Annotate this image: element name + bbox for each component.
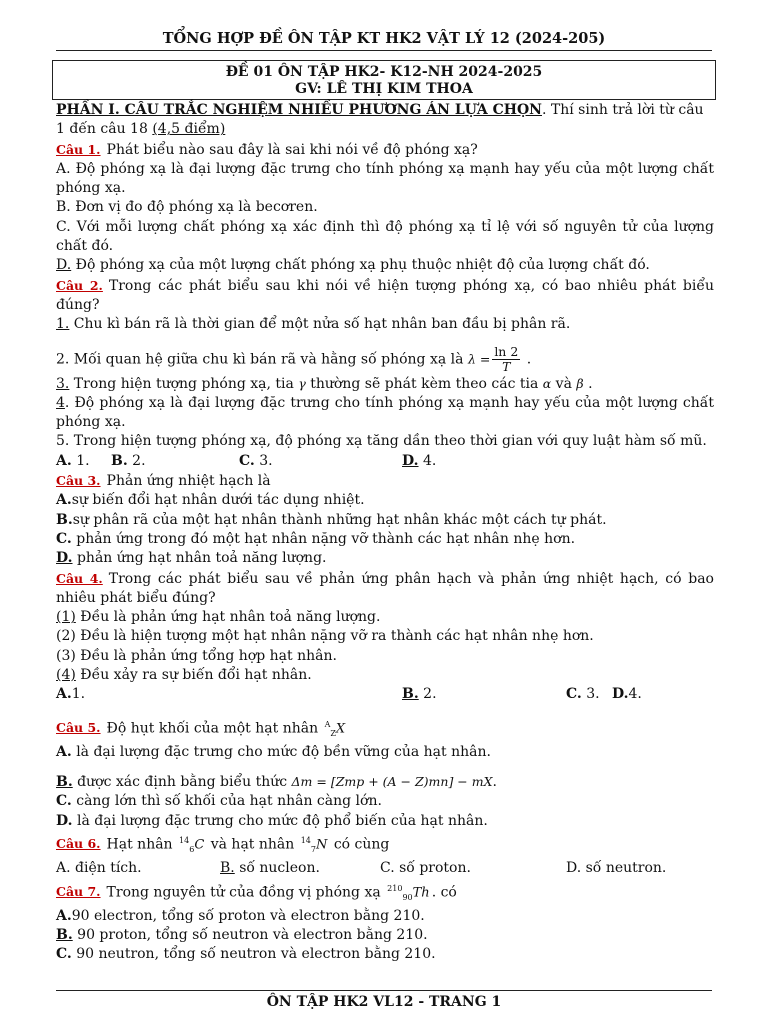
page-header-title: TỔNG HỢP ĐỀ ÔN TẬP KT HK2 VẬT LÝ 12 (2024-205) bbox=[162, 30, 606, 47]
statement: (2) Đều là hiện tượng một hạt nhân nặng vỡ ra thành các hạt nhân nhẹ hơn. bbox=[56, 628, 594, 645]
question-label: Câu 7. bbox=[56, 883, 101, 899]
question-2: Câu 2. Trong các phát biểu sau khi nói về hiện tượng phóng xạ, có bao nhiêu phát biểu đúng? bbox=[56, 277, 714, 313]
statement: 1. Chu kì bán rã là thời gian để một nửa số hạt nhân ban đầu bị phân rã. bbox=[56, 316, 571, 333]
option-b: B. 2. bbox=[402, 686, 437, 703]
exam-content bbox=[56, 101, 714, 965]
answer-option: D. Độ phóng xạ của một lượng chất phóng xạ phụ thuộc nhiệt độ của lượng chất đó. bbox=[56, 257, 650, 274]
gamma-symbol: γ bbox=[298, 375, 306, 391]
question-label: Câu 3. bbox=[56, 473, 101, 489]
question-label: Câu 1. bbox=[56, 141, 101, 157]
answer-option: A. Độ phóng xạ là đại lượng đặc trưng cho tính phóng xạ mạnh hay yếu của một lượng chất phóng xạ. bbox=[56, 160, 714, 197]
option-a: A. điện tích. bbox=[56, 860, 142, 877]
option-d: D.4. bbox=[612, 686, 642, 703]
question-label: Câu 4. bbox=[56, 570, 103, 586]
header-divider bbox=[56, 50, 712, 51]
statement: (4) Đều xảy ra sự biến đổi hạt nhân. bbox=[56, 667, 312, 684]
option-b: B. số nucleon. bbox=[220, 860, 320, 877]
option-b: B. 2. bbox=[111, 452, 146, 469]
statement: 3. Trong hiện tượng phóng xạ, tia γ thường sẽ phát kèm theo các tia α và β . bbox=[56, 375, 593, 392]
question-label: Câu 5. bbox=[56, 719, 101, 735]
beta-symbol: β bbox=[576, 375, 584, 391]
part1-title: PHẦN I. CÂU TRẮC NGHIỆM NHIỀU PHƯƠNG ÁN LỰA CHỌN bbox=[56, 102, 542, 118]
teacher-name: GV: LÊ THỊ KIM THOA bbox=[295, 81, 473, 97]
answer-option: B. 90 proton, tổng số neutron và electron bằng 210. bbox=[56, 927, 428, 944]
question-5: Câu 5. Độ hụt khối của một hạt nhân $^A_Z$X bbox=[56, 705, 714, 743]
answer-option: A. là đại lượng đặc trưng cho mức độ bền vững của hạt nhân. bbox=[56, 743, 491, 760]
statement: 4. Độ phóng xạ là đại lượng đặc trưng cho tính phóng xạ mạnh hay yếu của một lượng chất phóng xạ. bbox=[56, 394, 714, 431]
answer-option: C. phản ứng trong đó một hạt nhân nặng vỡ thành các hạt nhân nhẹ hơn. bbox=[56, 530, 576, 547]
answer-options-row bbox=[56, 685, 714, 704]
option-c: C. 3. bbox=[239, 452, 273, 469]
option-a: A.1. bbox=[56, 686, 86, 703]
answer-options-row bbox=[56, 859, 714, 878]
mass-defect-formula: Δm = [Zmp + (A − Z)mn] − mX bbox=[291, 774, 493, 790]
question-6: Câu 6. Hạt nhân $^{14}_6$C và hạt nhân $^{14}_7$N có cùng bbox=[56, 831, 714, 859]
answer-option: D. là đại lượng đặc trưng cho mức độ phổ biến của hạt nhân. bbox=[56, 812, 488, 829]
carbon-14-symbol: $^{14}_6$C bbox=[179, 836, 205, 854]
answer-option: C. 90 neutron, tổng số neutron và electron bằng 210. bbox=[56, 946, 436, 963]
option-d: D. 4. bbox=[402, 452, 437, 469]
question-7: Câu 7. Trong nguyên tử của đồng vị phóng xạ $^{210}_{90}$Th . có bbox=[56, 879, 714, 907]
question-4: Câu 4. Trong các phát biểu sau về phản ứng phân hạch và phản ứng nhiệt hạch, có bao nhiêu phát biểu đúng? bbox=[56, 570, 714, 606]
alpha-symbol: α bbox=[542, 375, 552, 391]
question-1: Câu 1. Phát biểu nào sau đây là sai khi nói về độ phóng xạ? bbox=[56, 141, 478, 158]
lambda-symbol: λ = bbox=[467, 351, 491, 367]
part1-heading: PHẦN I. CÂU TRẮC NGHIỆM NHIỀU PHƯƠNG ÁN LỰA CHỌN. Thí sinh trả lời từ câu 1 đến câu 18 (4,5 điểm) bbox=[56, 102, 704, 138]
nitrogen-14-symbol: $^{14}_7$N bbox=[300, 836, 328, 854]
option-c: C. 3. bbox=[566, 686, 600, 703]
half-life-formula: $\frac{\ln 2}{T}$ bbox=[494, 343, 519, 374]
option-c: C. số proton. bbox=[380, 860, 471, 877]
option-d: D. số neutron. bbox=[566, 860, 667, 877]
question-label: Câu 2. bbox=[56, 277, 103, 293]
page-footer: ÔN TẬP HK2 VL12 - TRANG 1 bbox=[266, 994, 502, 1010]
option-a: A. 1. bbox=[56, 452, 90, 469]
answer-option: C. càng lớn thì số khối của hạt nhân càng lớn. bbox=[56, 793, 382, 810]
statement: (1) Đều là phản ứng hạt nhân toả năng lượng. bbox=[56, 609, 381, 626]
question-3: Câu 3. Phản ứng nhiệt hạch là bbox=[56, 473, 271, 490]
answer-option: D. phản ứng hạt nhân toả năng lượng. bbox=[56, 550, 327, 567]
statement: 2. Mối quan hệ giữa chu kì bán rã và hằng số phóng xạ là λ = $\frac{\ln 2}{T}$ . bbox=[56, 343, 532, 374]
statement: (3) Đều là phản ứng tổng hợp hạt nhân. bbox=[56, 647, 337, 664]
nucleus-x-symbol: $^A_Z$X bbox=[324, 719, 346, 738]
thorium-210-symbol: $^{210}_{90}$Th bbox=[387, 883, 430, 902]
answer-option: C. Với mỗi lượng chất phóng xạ xác định thì độ phóng xạ tỉ lệ với số nguyên tử của lượng chất đó. bbox=[56, 218, 714, 255]
part1-points: (4,5 điểm) bbox=[152, 121, 226, 138]
exam-title-box bbox=[52, 60, 716, 100]
answer-option: A.90 electron, tổng số proton và electron bằng 210. bbox=[56, 907, 425, 924]
answer-option: B.sự phân rã của một hạt nhân thành những hạt nhân khác một cách tự phát. bbox=[56, 511, 607, 528]
footer-divider bbox=[56, 990, 712, 991]
statement: 5. Trong hiện tượng phóng xạ, độ phóng xạ tăng dần theo thời gian với quy luật hàm số mũ. bbox=[56, 433, 707, 450]
answer-option: B. Đơn vị đo độ phóng xạ là becơren. bbox=[56, 199, 318, 216]
answer-option: A.sự biến đổi hạt nhân dưới tác dụng nhiệt. bbox=[56, 492, 365, 509]
question-label: Câu 6. bbox=[56, 836, 101, 852]
answer-option: B. được xác định bằng biểu thức Δm = [Zmp + (A − Z)mn] − mX. bbox=[56, 774, 497, 791]
exam-title: ĐỀ 01 ÔN TẬP HK2- K12-NH 2024-2025 bbox=[225, 64, 543, 80]
answer-options-row bbox=[56, 452, 714, 471]
